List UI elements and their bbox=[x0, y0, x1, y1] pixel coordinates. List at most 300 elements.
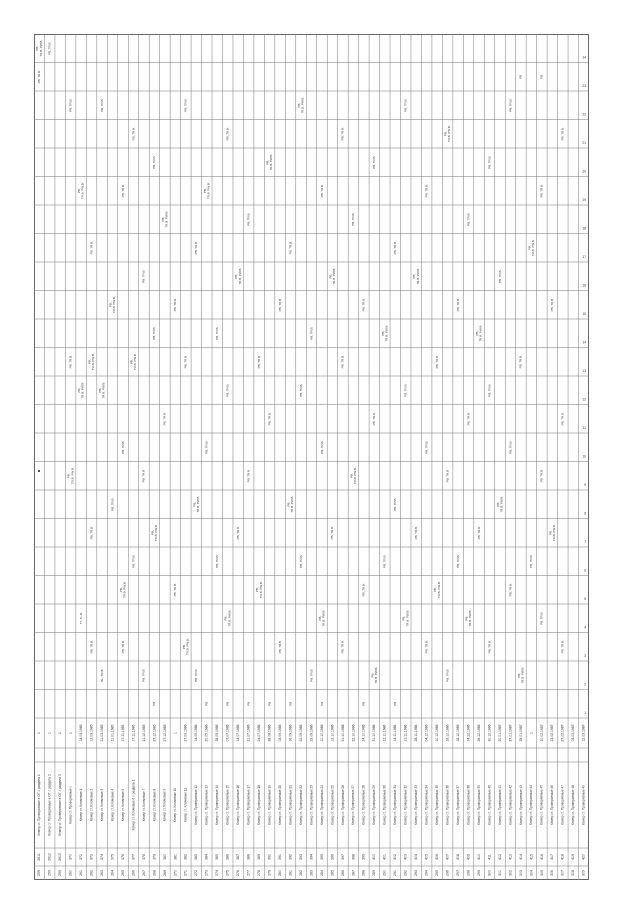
row-number-cell: 300 bbox=[487, 870, 492, 876]
svg-text:TR.B. PW.B.: TR.B. PW.B. bbox=[80, 381, 85, 399]
svg-text:PB, TR.B.: PB, TR.B. bbox=[47, 41, 52, 55]
cell-annotation bbox=[131, 554, 135, 567]
cell-annotation bbox=[372, 412, 376, 425]
row-name-cell: Кемер ст. Ключевые 3 bbox=[99, 788, 104, 822]
svg-text:TR.B. PW.B.: TR.B. PW.B. bbox=[70, 467, 75, 485]
svg-text:PB,: PB, bbox=[527, 245, 532, 251]
row-date-cell: 27.03.1986 bbox=[183, 724, 188, 742]
row-number-cell: 275 bbox=[225, 870, 230, 876]
row-number-cell: 2613 bbox=[58, 853, 63, 861]
svg-text:PB, TR.B.: PB, TR.B. bbox=[319, 184, 324, 198]
row-number-cell: 384 bbox=[204, 854, 209, 860]
row-number-cell: 282 bbox=[298, 870, 303, 876]
row-date-cell: 03.03.1987 bbox=[571, 724, 576, 742]
svg-text:PB, TR.B.: PB, TR.B. bbox=[487, 383, 492, 397]
row-name-cell: Кемер ст. Ключевые 2 bbox=[89, 788, 94, 822]
cell-annotation bbox=[414, 526, 418, 539]
row-name-cell: Кемер ст. Ключевые 4 bbox=[110, 788, 115, 822]
row-number-cell: 277 bbox=[246, 870, 251, 876]
svg-text:PB,: PB, bbox=[317, 615, 322, 621]
svg-text:PB: PB bbox=[361, 701, 366, 706]
svg-text:PB, TR.B.: PB, TR.B. bbox=[225, 127, 230, 141]
cell-annotation bbox=[540, 184, 544, 197]
row-name-cell: Кемер ст. Проверяемые 44 bbox=[529, 785, 534, 825]
cell-annotation bbox=[121, 640, 125, 653]
row-date-cell: 26.12.1986 bbox=[476, 724, 481, 742]
cell-annotation bbox=[77, 382, 85, 399]
row-date-cell: 1 bbox=[68, 732, 73, 734]
row-number-cell: 288 bbox=[361, 870, 366, 876]
row-name-cell: Кемер ст. Ключевые 6 с раздела 1 bbox=[131, 779, 136, 831]
row-number-cell: 259 bbox=[58, 870, 63, 876]
cell-annotation bbox=[68, 98, 72, 111]
cell-annotation bbox=[129, 353, 137, 370]
svg-text:PB, TR.B.: PB, TR.B. bbox=[89, 526, 94, 540]
cell-annotation bbox=[465, 610, 473, 627]
svg-text:TR.B. PW.B.: TR.B. PW.B. bbox=[551, 524, 556, 542]
cell-annotation bbox=[362, 702, 366, 706]
column-header-number: 23 bbox=[582, 84, 586, 88]
row-date-cell: 17.11.1985 bbox=[120, 724, 125, 742]
svg-text:TR.B. PW.B.: TR.B. PW.B. bbox=[499, 495, 504, 513]
row-number-cell: 410 bbox=[476, 854, 481, 860]
row-number-cell: 397 bbox=[340, 854, 345, 860]
svg-text:TR.B. PW.B.: TR.B. PW.B. bbox=[38, 39, 43, 57]
svg-text:PB, TR.B.: PB, TR.B. bbox=[508, 440, 513, 454]
svg-text:PB, TR.B.: PB, TR.B. bbox=[215, 554, 220, 568]
row-number-cell: 389 bbox=[257, 854, 262, 860]
svg-text:PB, TR.B.: PB, TR.B. bbox=[37, 70, 42, 84]
row-date-cell: 27.02.1987 bbox=[560, 724, 565, 742]
svg-text:PB, TR.B.: PB, TR.B. bbox=[529, 554, 534, 568]
row-number-cell: 281 bbox=[288, 870, 293, 876]
cell-annotation bbox=[68, 355, 72, 368]
column-header-number: 11 bbox=[582, 426, 586, 430]
cell-annotation bbox=[487, 383, 491, 396]
row-date-cell: 22.09.1986 bbox=[298, 724, 303, 742]
row-number-cell: 2612 bbox=[47, 853, 52, 861]
svg-text:TR.B. PW.B.: TR.B. PW.B. bbox=[133, 353, 138, 371]
svg-text:PB, TR.B.: PB, TR.B. bbox=[277, 298, 282, 312]
svg-text:TR.B. PW.B.: TR.B. PW.B. bbox=[321, 609, 326, 627]
cell-annotation bbox=[320, 702, 324, 706]
row-number-cell: 270 bbox=[173, 870, 178, 876]
svg-text:PB, TR.B.: PB, TR.B. bbox=[424, 640, 429, 654]
row-number-cell: 401 bbox=[382, 854, 387, 860]
svg-text:TR.B. PW.B.: TR.B. PW.B. bbox=[206, 182, 211, 200]
row-name-cell: Кемер ст. Проверяемые 25 bbox=[330, 785, 335, 825]
cell-annotation bbox=[517, 667, 525, 684]
svg-text:PB, TR.B.: PB, TR.B. bbox=[550, 298, 555, 312]
svg-text:TR.B. PW.B.: TR.B. PW.B. bbox=[468, 609, 473, 627]
svg-text:PB, TR.B.: PB, TR.B. bbox=[194, 241, 199, 255]
svg-text:PB,: PB, bbox=[475, 330, 480, 336]
svg-text:PB,: PB, bbox=[129, 359, 134, 365]
column-header-number: 18 bbox=[582, 226, 586, 231]
svg-text:PB, TR.B.: PB, TR.B. bbox=[466, 212, 471, 226]
svg-text:TR.B. PW.B.: TR.B. PW.B. bbox=[227, 609, 232, 627]
svg-text:PB,: PB, bbox=[433, 587, 438, 593]
svg-text:TR.B. PW.B.: TR.B. PW.B. bbox=[91, 353, 96, 371]
row-date-cell: 04.12.1986 bbox=[424, 724, 429, 742]
row-number-cell: 289 bbox=[372, 870, 377, 876]
cell-annotation bbox=[475, 325, 483, 342]
cell-annotation bbox=[341, 127, 345, 140]
svg-text:PB: PB bbox=[518, 74, 523, 79]
row-date-cell: 12.11.1986 bbox=[382, 724, 387, 742]
row-date-cell: 23.02.1987 bbox=[550, 724, 555, 742]
cell-annotation bbox=[67, 467, 75, 484]
row-date-cell: 24.12.1986 bbox=[466, 724, 471, 742]
svg-text:PB, TR.B.: PB, TR.B. bbox=[288, 241, 293, 255]
svg-text:PB, TR.B.: PB, TR.B. bbox=[141, 269, 146, 283]
row-number-cell: 394 bbox=[309, 854, 314, 860]
cell-annotation bbox=[194, 241, 198, 254]
cell-annotation bbox=[35, 40, 43, 57]
row-name-cell: Кемер ст. Проверяемые 41 bbox=[497, 785, 502, 825]
row-number-cell: 400 bbox=[372, 854, 377, 860]
cell-annotation bbox=[267, 412, 271, 425]
svg-text:TR.B. PW.B.: TR.B. PW.B. bbox=[237, 267, 242, 285]
cell-annotation bbox=[477, 526, 481, 539]
svg-text:PB, TR.B.: PB, TR.B. bbox=[508, 98, 513, 112]
svg-text:PB, TR.B.: PB, TR.B. bbox=[340, 127, 345, 141]
cell-annotation bbox=[152, 326, 156, 339]
svg-text:PB,: PB, bbox=[286, 501, 291, 507]
cell-annotation bbox=[234, 268, 242, 285]
cell-annotation bbox=[351, 212, 355, 225]
row-number-cell: 393 bbox=[298, 854, 303, 860]
cell-annotation bbox=[404, 98, 408, 111]
row-number-cell: 259 bbox=[37, 870, 42, 876]
row-name-cell: Кемер ст. Проверяемые 20 bbox=[277, 785, 282, 825]
column-header-number: 14 bbox=[582, 340, 586, 345]
column-header-number: 22 bbox=[582, 112, 586, 117]
row-number-cell: 387 bbox=[236, 854, 241, 860]
svg-text:PB, TR.B.: PB, TR.B. bbox=[466, 412, 471, 426]
row-number-cell: 372 bbox=[79, 854, 84, 860]
row-name-cell: Кемер ст. Проверяемые 26 bbox=[340, 785, 345, 825]
cell-annotation bbox=[362, 298, 366, 311]
row-date-cell: 14.03.1985 bbox=[79, 724, 84, 742]
cell-annotation bbox=[393, 241, 397, 254]
row-number-cell: 403 bbox=[403, 854, 408, 860]
row-number-cell: 262 bbox=[89, 870, 94, 876]
row-name-cell: Кемер ст. Проверяемые 14 bbox=[215, 785, 220, 825]
svg-text:PB,: PB, bbox=[349, 473, 354, 479]
svg-text:PB, TR.B.: PB, TR.B. bbox=[319, 440, 324, 454]
cell-annotation bbox=[561, 127, 565, 140]
cell-annotation bbox=[152, 155, 156, 168]
row-number-cell: 293 bbox=[414, 870, 419, 876]
row-number-cell: 296 bbox=[445, 870, 450, 876]
row-number-cell: 411 bbox=[487, 854, 492, 860]
svg-text:PB, TR.B.: PB, TR.B. bbox=[340, 640, 345, 654]
row-number-cell: 299 bbox=[476, 870, 481, 876]
cell-annotation bbox=[257, 355, 261, 368]
row-date-cell: 30.12.1986 bbox=[487, 724, 492, 742]
row-number-cell: 398 bbox=[351, 854, 356, 860]
svg-text:PB, TR.B.: PB, TR.B. bbox=[89, 640, 94, 654]
row-date-cell: 24.07.1986 bbox=[257, 724, 262, 742]
svg-text:PB, TR.B.: PB, TR.B. bbox=[120, 184, 125, 198]
row-number-cell: 303 bbox=[518, 870, 523, 876]
svg-text:PB,: PB, bbox=[255, 587, 260, 593]
row-name-cell: Кемер ст. Проверяемые 47 bbox=[560, 785, 565, 825]
row-name-cell: Кемер ст. Проверяемые 18 bbox=[256, 785, 261, 825]
svg-text:PB, TR.B.: PB, TR.B. bbox=[487, 155, 492, 169]
row-name-cell: Кемер ст. Проверяемые 34 bbox=[424, 785, 429, 825]
row-name-cell: Кемер ст. Проверяемые 16 bbox=[236, 785, 241, 825]
row-number-cell: 416 bbox=[539, 854, 544, 860]
cell-annotation bbox=[142, 269, 146, 282]
svg-text:TR.B. PW.B.: TR.B. PW.B. bbox=[478, 324, 483, 342]
cell-annotation bbox=[246, 469, 250, 482]
cell-annotation bbox=[184, 355, 188, 368]
cell-annotation bbox=[110, 497, 114, 510]
row-number-cell: 414 bbox=[518, 854, 523, 860]
row-number-cell: 259 bbox=[47, 870, 52, 876]
svg-text:PB, TR.B.: PB, TR.B. bbox=[204, 440, 209, 454]
row-date-cell: 21.10.1986 bbox=[340, 724, 345, 742]
svg-text:PB, TR.B.: PB, TR.B. bbox=[68, 98, 73, 112]
svg-text:PB,: PB, bbox=[192, 501, 197, 507]
svg-text:PB, TR.B.: PB, TR.B. bbox=[131, 127, 136, 141]
row-date-cell: 20.05.1986 bbox=[204, 724, 209, 742]
row-name-cell: Кемер ст. Проверяемые в ОТ с раздела 2 bbox=[47, 774, 52, 836]
row-date-cell: 1 bbox=[58, 732, 63, 734]
svg-text:PB, TR.B.: PB, TR.B. bbox=[309, 668, 314, 682]
svg-text:PB: PB bbox=[204, 701, 209, 706]
svg-text:PB, TR.B.: PB, TR.B. bbox=[382, 554, 387, 568]
column-header-number: 20 bbox=[582, 169, 586, 174]
row-number-cell: 370 bbox=[68, 854, 73, 860]
svg-text:TR.B. PW.B.: TR.B. PW.B. bbox=[520, 666, 525, 684]
svg-text:PB, TR.B.: PB, TR.B. bbox=[183, 98, 188, 112]
row-date-cell: 17.11.1985 bbox=[131, 724, 136, 742]
cell-annotation bbox=[381, 325, 389, 342]
svg-text:TR.B. PW.B.: TR.B. PW.B. bbox=[373, 666, 378, 684]
row-date-cell: 27.01.1987 bbox=[508, 724, 513, 742]
row-name-cell: Кемер ст. Проверяемые с bbox=[68, 786, 73, 824]
column-header-number: 1 bbox=[584, 711, 586, 715]
cell-annotation bbox=[456, 298, 460, 311]
row-number-cell: 395 bbox=[319, 854, 324, 860]
cell-annotation bbox=[246, 702, 250, 706]
row-number-cell: 385 bbox=[215, 854, 220, 860]
svg-text:PB,: PB, bbox=[443, 131, 448, 137]
svg-text:PB,: PB, bbox=[66, 473, 71, 479]
svg-text:PB, TR.B.: PB, TR.B. bbox=[173, 583, 178, 597]
cell-annotation bbox=[529, 554, 533, 567]
cell-annotation bbox=[226, 702, 230, 706]
row-number-cell: 399 bbox=[361, 854, 366, 860]
svg-text:PB,: PB, bbox=[370, 672, 375, 678]
row-number-cell: 301 bbox=[497, 870, 502, 876]
row-number-cell: 376 bbox=[120, 854, 125, 860]
svg-text:PB, TR.B.: PB, TR.B. bbox=[445, 469, 450, 483]
cell-annotation bbox=[498, 269, 502, 282]
row-number-cell: 412 bbox=[497, 854, 502, 860]
cell-annotation bbox=[299, 554, 303, 567]
row-name-cell: Кемер ст. Проверяемые 24 bbox=[319, 785, 324, 825]
svg-text:PB: PB bbox=[319, 701, 324, 706]
cell-annotation bbox=[487, 640, 491, 653]
row-number-cell: 284 bbox=[319, 870, 324, 876]
row-date-cell: 20.02.1987 bbox=[539, 724, 544, 742]
row-number-cell: 272 bbox=[194, 870, 199, 876]
svg-text:TR.B. PW.B.: TR.B. PW.B. bbox=[80, 182, 85, 200]
cell-annotation bbox=[150, 524, 158, 541]
cell-annotation bbox=[288, 241, 292, 254]
svg-text:PB,: PB, bbox=[108, 302, 113, 308]
svg-text:PB, TR.B.: PB, TR.B. bbox=[393, 497, 398, 511]
row-date-cell: 28.05.1986 bbox=[215, 724, 220, 742]
svg-text:PB, TR.B.: PB, TR.B. bbox=[235, 526, 240, 540]
row-number-cell: 383 bbox=[194, 854, 199, 860]
svg-text:PB: PB bbox=[288, 701, 293, 706]
row-number-cell: 406 bbox=[435, 854, 440, 860]
cell-annotation bbox=[226, 383, 230, 396]
cell-annotation bbox=[527, 239, 535, 256]
row-number-cell: 388 bbox=[246, 854, 251, 860]
svg-text:PB, TR.B.: PB, TR.B. bbox=[434, 355, 439, 369]
svg-text:PB, TR.B.: PB, TR.B. bbox=[361, 298, 366, 312]
row-date-cell: 23.09.1986 bbox=[309, 724, 314, 742]
svg-text:PB, TR.B.: PB, TR.B. bbox=[298, 554, 303, 568]
row-number-cell: 382 bbox=[183, 854, 188, 860]
cell-annotation bbox=[402, 610, 410, 627]
row-date-cell: 21.12.1985 bbox=[141, 724, 146, 742]
row-date-cell: 10.10.1986 bbox=[319, 724, 324, 742]
svg-text:PB, TR.B.: PB, TR.B. bbox=[351, 212, 356, 226]
cell-annotation bbox=[98, 382, 106, 399]
svg-text:PB,: PB, bbox=[202, 188, 207, 194]
row-number-cell: 380 bbox=[162, 854, 167, 860]
row-number-cell: 294 bbox=[424, 870, 429, 876]
row-date-cell: 27.12.1985 bbox=[162, 724, 167, 742]
cell-annotation bbox=[445, 668, 449, 681]
row-date-cell: 27.12.1985 bbox=[152, 724, 157, 742]
row-number-cell: 377 bbox=[131, 854, 136, 860]
row-number-cell: 263 bbox=[99, 870, 104, 876]
cell-annotation bbox=[508, 583, 512, 596]
svg-text:PB,: PB, bbox=[297, 102, 302, 108]
row-number-cell: 374 bbox=[99, 854, 104, 860]
svg-text:PB,: PB, bbox=[181, 644, 186, 650]
rotated-schedule-table bbox=[34, 34, 589, 880]
row-number-cell: 386 bbox=[225, 854, 230, 860]
svg-text:PB: PB bbox=[267, 701, 272, 706]
row-date-cell: 14.07.1986 bbox=[236, 724, 241, 742]
row-date-cell: 12.03.1987 bbox=[581, 724, 586, 742]
svg-text:PB, TR.B.: PB, TR.B. bbox=[246, 469, 251, 483]
cell-annotation bbox=[349, 467, 357, 484]
column-header-number: 6 bbox=[584, 568, 586, 573]
row-number-cell: 279 bbox=[267, 870, 272, 876]
cell-annotation bbox=[433, 581, 441, 598]
row-number-cell: 291 bbox=[393, 870, 398, 876]
row-name-cell: Кемер ст. Проверяемые 31 bbox=[393, 785, 398, 825]
svg-text:PB, TR.B.: PB, TR.B. bbox=[309, 326, 314, 340]
svg-text:PB, TR.B.: PB, TR.B. bbox=[403, 383, 408, 397]
svg-text:PB,: PB, bbox=[401, 615, 406, 621]
cell-annotation bbox=[109, 296, 117, 313]
cell-annotation bbox=[393, 497, 397, 510]
svg-text:PB, TR.B.: PB, TR.B. bbox=[560, 127, 565, 141]
row-name-cell: Кемер ст. Проверяемые 30 bbox=[382, 785, 387, 825]
row-number-cell: 261 bbox=[79, 870, 84, 876]
row-date-cell: 20.01.1987 bbox=[497, 724, 502, 742]
svg-text:TR.B. PW.B.: TR.B. PW.B. bbox=[195, 495, 200, 513]
svg-text:TR.B. PW.B.: TR.B. PW.B. bbox=[164, 210, 169, 228]
column-header-number: 5 bbox=[584, 597, 586, 601]
svg-text:PB,: PB, bbox=[87, 359, 92, 365]
row-name-cell: Кемер ст. Ключевые 1 bbox=[78, 788, 83, 822]
row-date-cell: 28.08.1986 bbox=[267, 724, 272, 742]
cell-annotation bbox=[519, 355, 523, 368]
svg-text:PB, TR.B.: PB, TR.B. bbox=[183, 355, 188, 369]
svg-text:PB, TR.B.: PB, TR.B. bbox=[246, 212, 251, 226]
cell-annotation bbox=[205, 440, 209, 453]
row-name-cell: Кемер ст. Проверяемые 39 bbox=[476, 785, 481, 825]
svg-text:PB: PB bbox=[152, 701, 157, 706]
column-header-number: 10 bbox=[582, 454, 586, 459]
svg-text:PB,: PB, bbox=[77, 188, 82, 194]
row-name-cell: Кемер ст. Проверяемые 15 bbox=[225, 785, 230, 825]
cell-annotation bbox=[100, 98, 104, 111]
svg-text:PB: PB bbox=[539, 74, 544, 79]
row-number-cell: 292 bbox=[403, 870, 408, 876]
svg-text:PB, TR.B.: PB, TR.B. bbox=[298, 383, 303, 397]
cell-annotation bbox=[456, 554, 460, 567]
row-date-cell: 18.12.1986 bbox=[455, 724, 460, 742]
cell-annotation bbox=[226, 127, 230, 140]
svg-text:PB, TR.B.: PB, TR.B. bbox=[120, 440, 125, 454]
cell-annotation bbox=[267, 702, 271, 706]
cell-annotation bbox=[278, 640, 282, 653]
row-number-cell: 271 bbox=[183, 870, 188, 876]
row-number-cell: 2611 bbox=[37, 853, 42, 861]
row-number-cell: 290 bbox=[382, 870, 387, 876]
row-name-cell: Кемер ст. Проверяемые 33 bbox=[414, 785, 419, 825]
svg-text:PB, TR.B.: PB, TR.B. bbox=[539, 611, 544, 625]
svg-text:PB,: PB, bbox=[234, 273, 239, 279]
row-number-cell: 304 bbox=[529, 870, 534, 876]
row-number-cell: 297 bbox=[455, 870, 460, 876]
svg-text:TR.B. PW.B.: TR.B. PW.B. bbox=[258, 581, 263, 599]
svg-text:PB, TR.B.: PB, TR.B. bbox=[361, 583, 366, 597]
row-number-cell: 419 bbox=[571, 854, 576, 860]
svg-text:PB, TR.B.: PB, TR.B. bbox=[455, 554, 460, 568]
cell-annotation bbox=[508, 98, 512, 111]
column-header-number: 17 bbox=[582, 255, 586, 259]
row-name-cell: Кемер ст. Проверяемые в ОТ с раздела 3 bbox=[58, 774, 63, 836]
cell-annotation bbox=[540, 75, 544, 79]
row-name-cell: Кемер ст. Ключевые 8 bbox=[152, 788, 157, 822]
cell-annotation bbox=[435, 355, 439, 368]
cell-annotation bbox=[163, 412, 167, 425]
row-date-cell: 16.09.1986 bbox=[288, 724, 293, 742]
cell-annotation bbox=[424, 440, 428, 453]
svg-text:PB,: PB, bbox=[119, 587, 124, 593]
svg-text:PB, TR.B.: PB, TR.B. bbox=[131, 554, 136, 568]
svg-text:TR.B. PW.B.: TR.B. PW.B. bbox=[447, 125, 452, 143]
row-name-cell: Кемер ст. Проверяемые 21 bbox=[288, 785, 293, 825]
row-number-cell: 265 bbox=[120, 870, 125, 876]
cell-annotation bbox=[412, 268, 420, 285]
cell-annotation bbox=[173, 298, 177, 311]
